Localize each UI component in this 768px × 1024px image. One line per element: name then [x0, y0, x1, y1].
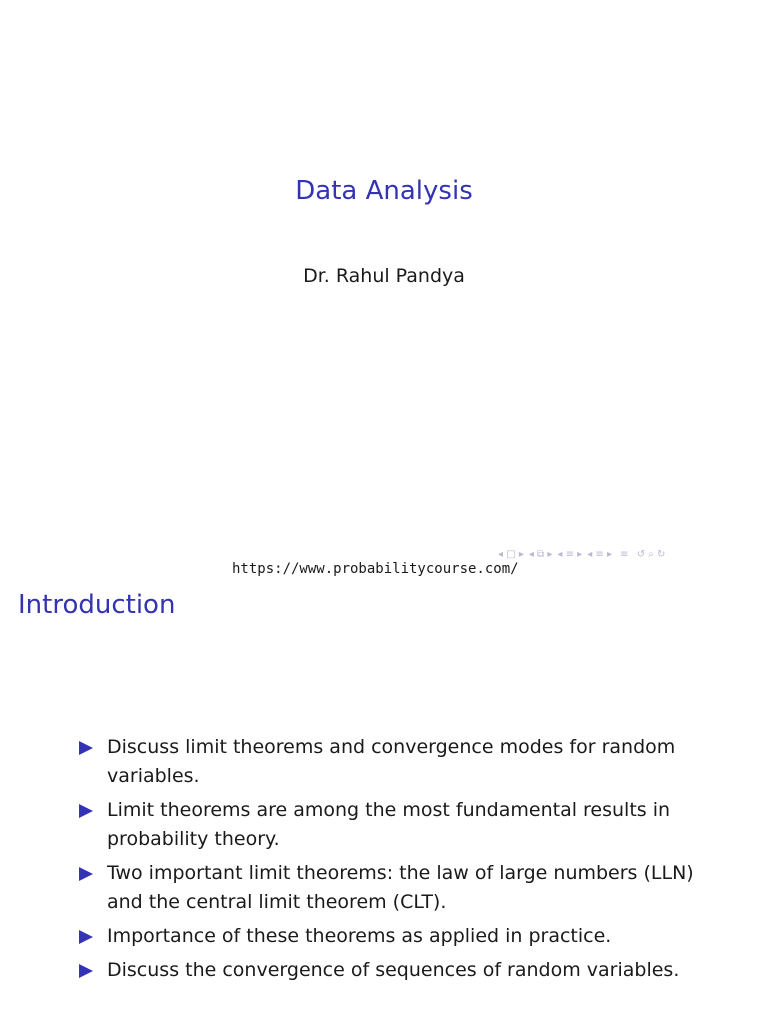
nav-toc-icon[interactable]: ≡ [616, 549, 632, 560]
bullet-text: Importance of these theorems as applied in practice. [107, 925, 612, 947]
bullet-triangle-icon [79, 741, 93, 755]
nav-frame-icon[interactable]: ◂ ⧉ ▸ [528, 549, 553, 560]
presentation-title: Data Analysis [295, 176, 473, 206]
frame-title: Introduction [18, 590, 176, 620]
bullet-text: Limit theorems are among the most fundamental results in probability theory. [107, 799, 671, 850]
bullet-triangle-icon [79, 867, 93, 881]
list-item [76, 733, 696, 791]
bullet-text: Discuss the convergence of sequences of random variables. [107, 959, 680, 981]
list-item [76, 956, 696, 985]
bullet-triangle-icon [79, 804, 93, 818]
nav-subsection-icon[interactable]: ◂ ≡ ▸ [557, 549, 583, 560]
introduction-slide [0, 578, 768, 1024]
list-item [76, 922, 696, 951]
beamer-navigation-bar [498, 549, 665, 560]
bullet-list [76, 733, 696, 990]
bullet-triangle-icon [79, 930, 93, 944]
nav-search-icon[interactable]: ↺ ⌕ ↻ [636, 549, 666, 560]
list-item [76, 859, 696, 917]
bullet-text: Two important limit theorems: the law of large numbers (LLN) and the central limit theorem (CLT). [107, 862, 694, 913]
nav-first-icon[interactable]: ◂ □ ▸ [498, 549, 524, 560]
source-url[interactable]: https://www.probabilitycourse.com/ [232, 561, 519, 576]
nav-section-icon[interactable]: ◂ ≡ ▸ [587, 549, 612, 560]
author-name: Dr. Rahul Pandya [303, 265, 465, 287]
list-item [76, 796, 696, 854]
bullet-text: Discuss limit theorems and convergence modes for random variables. [107, 736, 676, 787]
bullet-triangle-icon [79, 964, 93, 978]
